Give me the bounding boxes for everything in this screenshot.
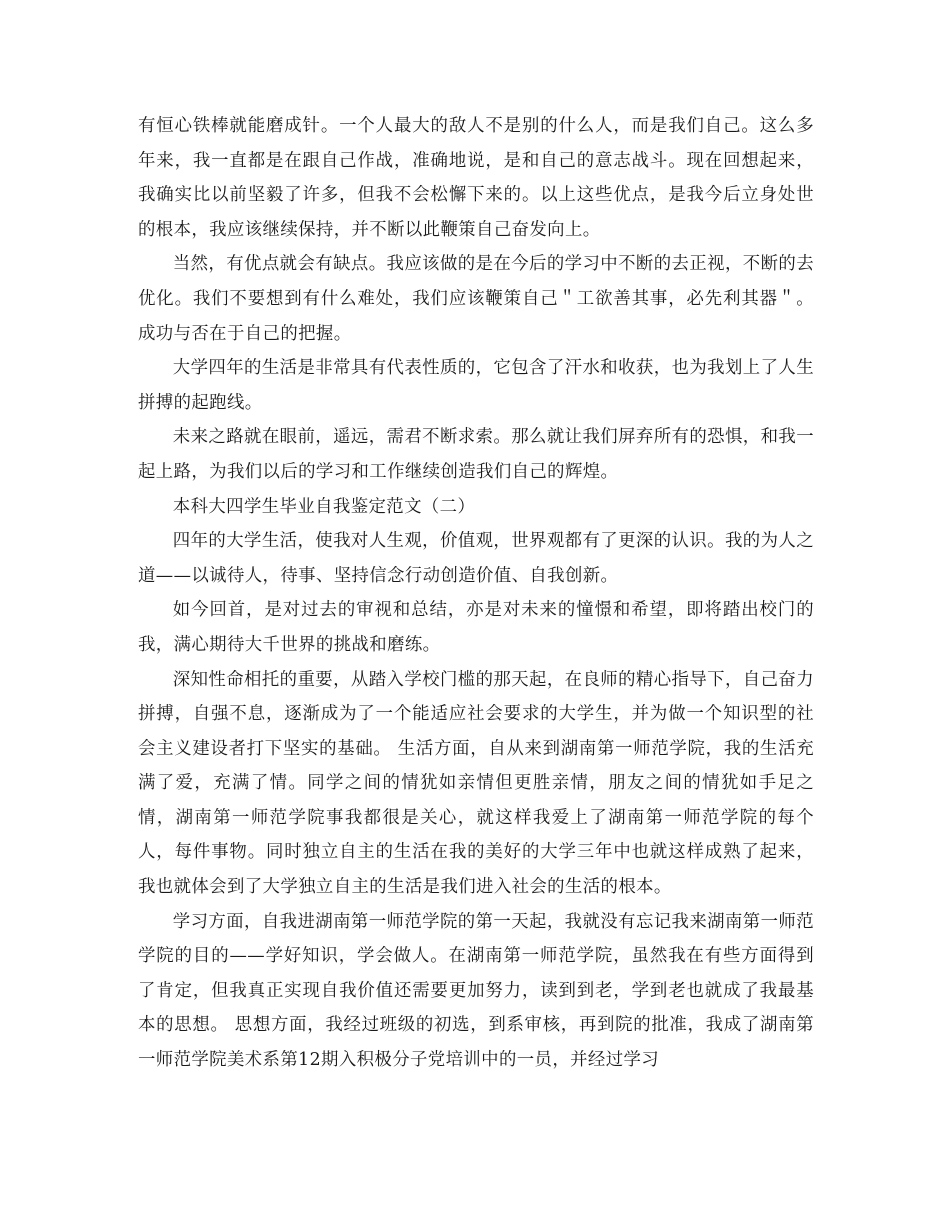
paragraph-7: 深知性命相托的重要，从踏入学校门槛的那天起，在良师的精心指导下，自己奋力拼搏，自强不息，逐渐成为了一个能适应社会要求的大学生，并为做一个知识型的社会主义建设者打下坚实的基础。 生活方面，自从来到湖南第一师范学院，我的生活充满了爱，充满了情。同学之间的情犹如亲情但更胜亲情，朋友之间的情犹如手足之情，湖南第一师范学院事我都很是关心，就这样我爱上了湖南第一师范学院的每个人，每件事物。同时独立自主的生活在我的美好的大学三年中也就这样成熟了起来，我也就体会到了大学独立自主的生活是我们进入社会的生活的根本。 (138, 669, 814, 898)
paragraph-5: 四年的大学生活，使我对人生观，价值观，世界观都有了更深的认识。我的为人之道——以诚待人，待事、坚持信念行动创造价值、自我创新。 (138, 531, 814, 586)
paragraph-6: 如今回首，是对过去的审视和总结，亦是对未来的憧憬和希望，即将踏出校门的我，满心期待大千世界的挑战和磨练。 (138, 600, 814, 655)
paragraph-1: 有恒心铁棒就能磨成针。一个人最大的敌人不是别的什么人，而是我们自己。这么多年来，我一直都是在跟自己作战，准确地说，是和自己的意志战斗。现在回想起来，我确实比以前坚毅了许多，但我不会松懈下来的。以上这些优点，是我今后立身处世的根本，我应该继续保持，并不断以此鞭策自己奋发向上。 (138, 116, 814, 240)
paragraph-2: 当然，有优点就会有缺点。我应该做的是在今后的学习中不断的去正视，不断的去优化。我们不要想到有什么难处，我们应该鞭策自己＂工欲善其事，必先利其器＂。成功与否在于自己的把握。 (138, 254, 814, 344)
paragraph-3: 大学四年的生活是非常具有代表性质的，它包含了汗水和收获，也为我划上了人生拼搏的起跑线。 (138, 358, 814, 413)
document-page (138, 109, 814, 1078)
paragraph-4: 未来之路就在眼前，遥远，需君不断求索。那么就让我们屏弃所有的恐惧，和我一起上路，为我们以后的学习和工作继续创造我们自己的辉煌。 (138, 427, 814, 482)
section-heading: 本科大四学生毕业自我鉴定范文（二） (172, 496, 476, 517)
paragraph-8: 学习方面，自我进湖南第一师范学院的第一天起，我就没有忘记我来湖南第一师范学院的目的——学好知识，学会做人。在湖南第一师范学院，虽然我在有些方面得到了肯定，但我真正实现自我价值还需要更加努力，读到到老，学到老也就成了我最基本的思想。 思想方面，我经过班级的初选，到系审核，再到院的批准，我成了湖南第一师范学院美术系第12期入积极分子党培训中的一员，并经过学习 (138, 911, 814, 1071)
